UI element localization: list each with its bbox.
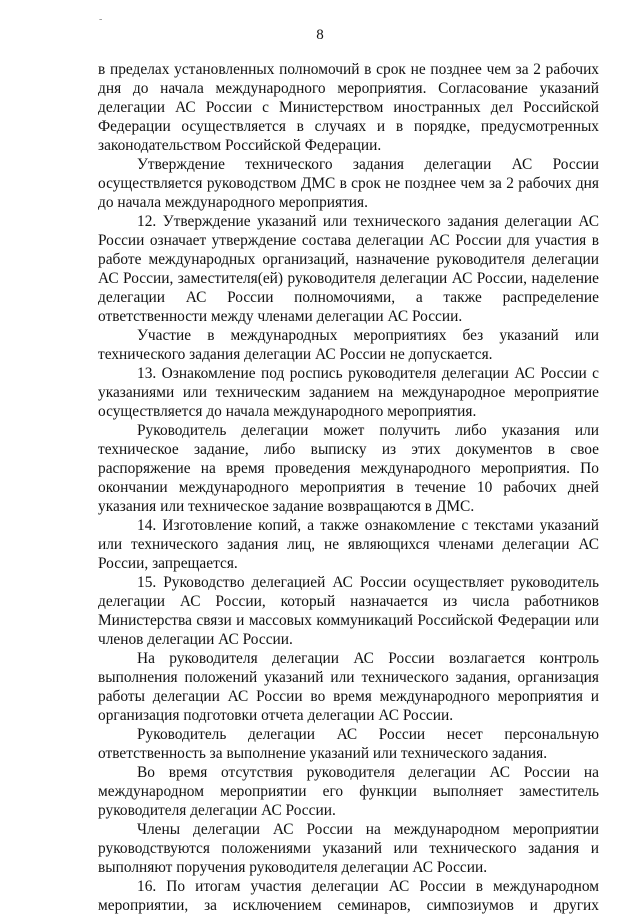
paragraph-head-personal-responsibility: Руководитель делегации АС России несет персональную ответственность за выполнение указаний или технического задания.: [98, 726, 599, 762]
paragraph-13-familiarization: 13. Ознакомление под роспись руководителя делегации АС России с указаниями или техническим заданием на международное мероприятие осуществляется до начала международного мероприятия.: [98, 365, 599, 420]
paragraph-15-delegation-leadership: 15. Руководство делегацией АС России осуществляет руководитель делегации АС России, который назначается из числа работников Министерства связи и массовых коммуникаций Российской Федерации или членов делегации АС России.: [98, 574, 599, 648]
paragraph-technical-task-approval: Утверждение технического задания делегации АС России осуществляется руководством ДМС в срок не позднее чем за 2 рабочих дня до начала международного мероприятия.: [98, 156, 599, 211]
scan-mark: -: [99, 14, 103, 25]
paragraph-head-responsibilities: На руководителя делегации АС России возлагается контроль выполнения положений указаний или технического задания, организация работы делегации АС России во время международного мероприятия и организация подготовки отчета делегации АС России.: [98, 650, 599, 724]
paragraph-14-copying-prohibited: 14. Изготовление копий, а также ознакомление с текстами указаний или технического задания лиц, не являющихся членами делегации АС России, запрещается.: [98, 517, 599, 572]
paragraph-deputy-functions: Во время отсутствия руководителя делегации АС России на международном мероприятии его функции выполняет заместитель руководителя делегации АС России.: [98, 764, 599, 819]
paragraph-participation-restriction: Участие в международных мероприятиях без указаний или технического задания делегации АС России не допускается.: [98, 327, 599, 363]
paragraph-approval-deadline-continuation: в пределах установленных полномочий в срок не позднее чем за 2 рабочих дня до начала международного мероприятия. Согласование указаний делегации АС России с Министерством иностранных дел Российской Федерации осуществляется в случаях и в порядке, предусмотренных законодательством Российской Федерации.: [98, 61, 599, 154]
paragraph-12-approval-meaning: 12. Утверждение указаний или технического задания делегации АС России означает утверждение состава делегации АС России для участия в работе международных организаций, назначение руководителя делегации АС России, заместителя(ей) руководителя делегации АС России, наделение делегации АС России полномочиями, а также распределение ответственности между членами делегации АС России.: [98, 213, 599, 325]
page-number: 8: [316, 27, 324, 43]
paragraph-16-results: 16. По итогам участия делегации АС России в международном мероприятии, за исключением семинаров, симпозиумов и других: [98, 878, 599, 914]
paragraph-members-guidance: Члены делегации АС России на международном мероприятии руководствуются положениями указаний или технического задания и выполняют поручения руководителя делегации АС России.: [98, 821, 599, 876]
document-body: [98, 60, 599, 915]
paragraph-head-receives-documents: Руководитель делегации может получить либо указания или техническое задание, либо выписку из этих документов в свое распоряжение на время проведения международного мероприятия. По окончании международного мероприятия в течение 10 рабочих дней указания или техническое задание возвращаются в ДМС.: [98, 422, 599, 515]
